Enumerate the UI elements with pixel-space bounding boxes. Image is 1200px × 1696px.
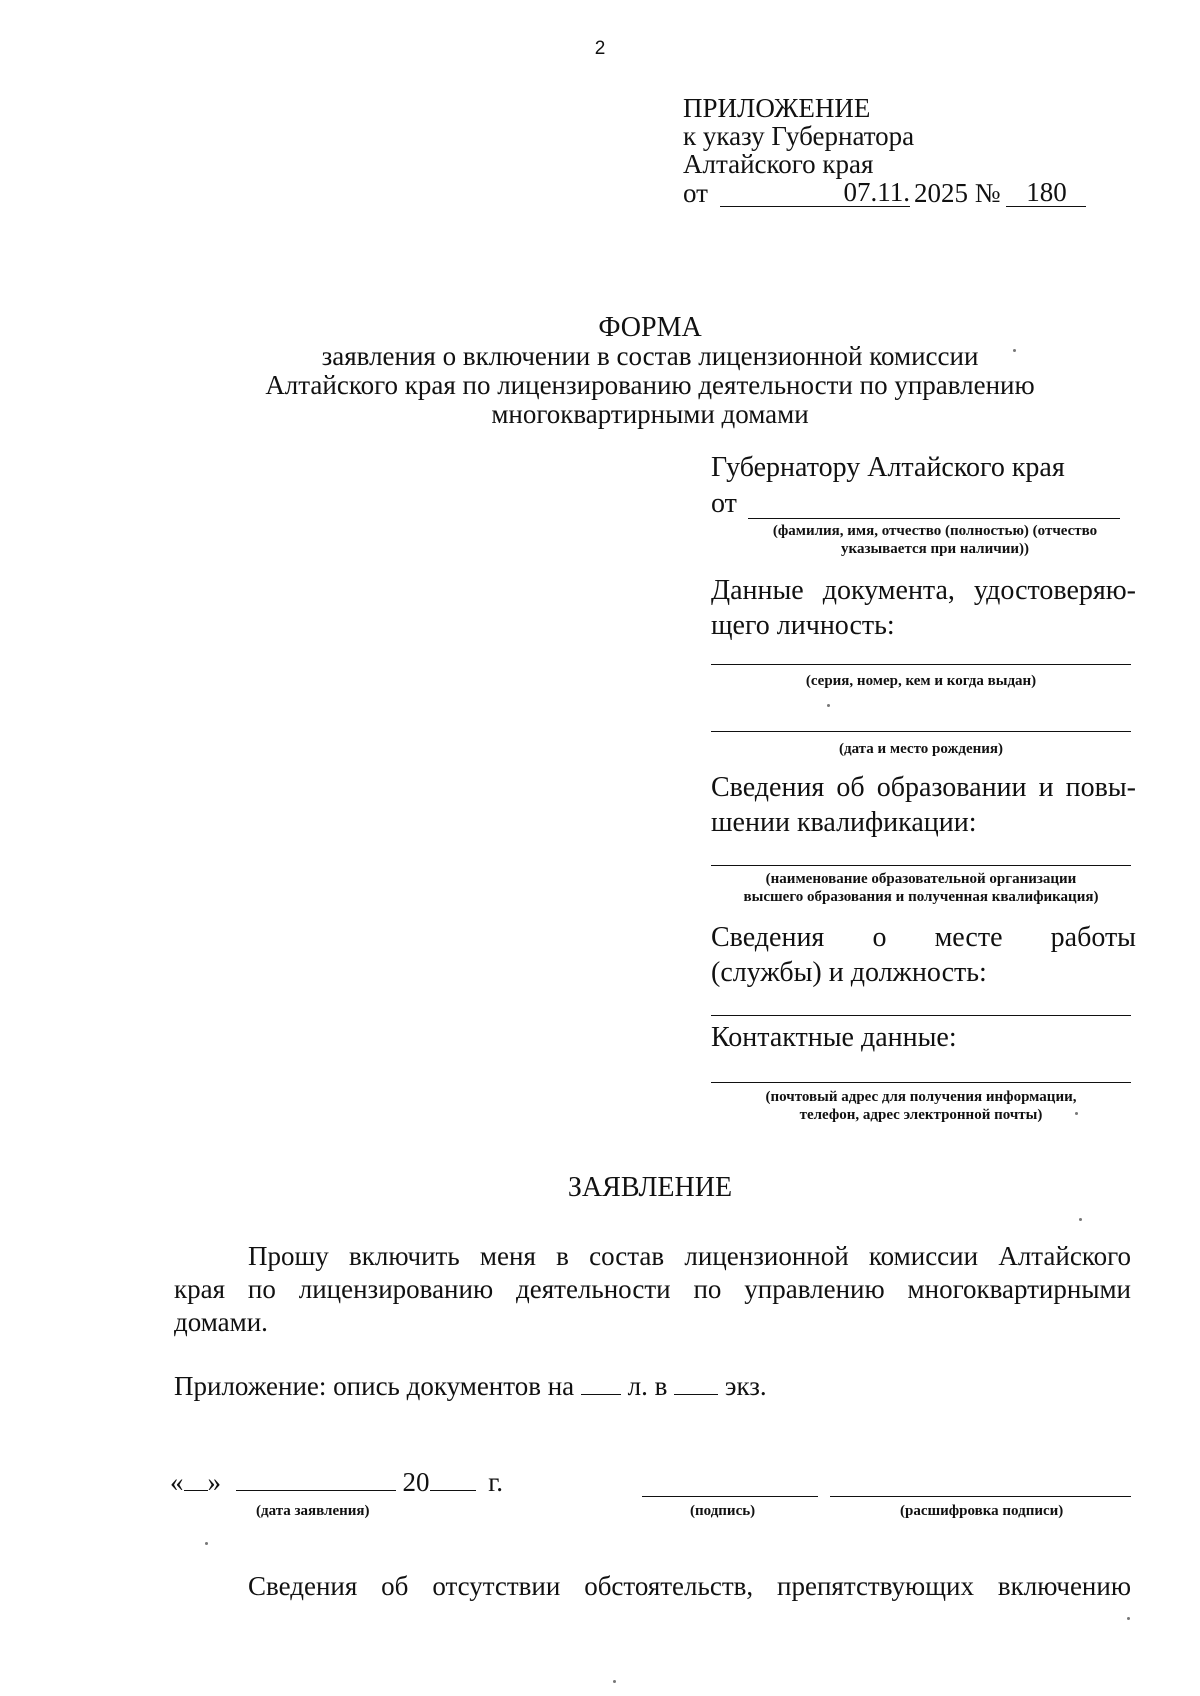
education-hint-line-1: (наименование образовательной организации [765, 871, 1077, 887]
attachment-text-2: л. в [627, 1371, 668, 1401]
scan-speck [613, 1680, 616, 1683]
id-doc-label [711, 573, 1136, 643]
form-title-line-1: заявления о включении в состав лицензионной комиссии [321, 341, 979, 371]
appendix-date: 07.11. [720, 178, 910, 207]
signature-decode-field-line[interactable] [830, 1496, 1131, 1497]
scan-speck [205, 1542, 208, 1545]
id-doc-line-2: щего личность: [711, 610, 895, 641]
scan-speck [827, 704, 830, 707]
contacts-hint-line-1: (почтовый адрес для получения информации, [765, 1089, 1077, 1105]
signature-decode-hint: (расшифровка подписи) [900, 1503, 1064, 1519]
signature-field-line[interactable] [642, 1496, 818, 1497]
statement-line-3: домами. [174, 1307, 268, 1337]
education-line-2: шении квалификации: [711, 807, 977, 838]
scan-speck [1013, 349, 1016, 352]
birth-hint: (дата и место рождения) [838, 741, 1003, 757]
appendix-line-1: к указу Губернатора [683, 121, 915, 151]
attachment-text-1: Приложение: опись документов на [174, 1371, 575, 1401]
appendix-year: 2025 № [913, 178, 1001, 208]
addressee-from-label: от [711, 488, 737, 519]
name-field-line[interactable] [748, 518, 1120, 519]
last-paragraph-line: Сведения об отсутствии обстоятельств, препятствующих включению [248, 1571, 1131, 1601]
signature-hint: (подпись) [690, 1503, 756, 1519]
appendix-line-2: Алтайского края [683, 149, 874, 179]
work-line-2: (службы) и должность: [711, 957, 987, 988]
work-field-line[interactable] [711, 1015, 1131, 1016]
name-hint [730, 522, 1140, 558]
page-number: 2 [594, 38, 606, 59]
addressee-to: Губернатору Алтайского края [711, 452, 1065, 483]
copies-count-field[interactable] [674, 1370, 718, 1395]
appendix-block [683, 94, 1086, 207]
date-row [170, 1466, 503, 1499]
contacts-label: Контактные данные: [711, 1022, 957, 1053]
name-hint-line-2: указывается при наличии)) [841, 541, 1029, 557]
education-line-1: Сведения об образовании и повы- [711, 772, 1136, 803]
statement-line-2: края по лицензированию деятельности по управлению многоквартирными [174, 1274, 1131, 1304]
id-doc-line-1: Данные документа, удостоверяю- [711, 575, 1136, 606]
birth-field-line[interactable] [711, 731, 1131, 732]
year-field[interactable] [430, 1466, 476, 1491]
form-title-line-3: многоквартирными домами [491, 399, 809, 429]
year-prefix: 20 [402, 1467, 430, 1497]
quote-close: » [207, 1467, 221, 1497]
education-hint [711, 870, 1131, 906]
appendix-number: 180 [1006, 178, 1086, 207]
work-line-1: Сведения о месте работы [711, 922, 1136, 953]
day-field[interactable] [184, 1466, 208, 1491]
month-field[interactable] [236, 1466, 396, 1491]
scan-speck [1079, 1218, 1082, 1221]
id-doc-hint: (серия, номер, кем и когда выдан) [805, 673, 1037, 689]
statement-title: ЗАЯВЛЕНИЕ [567, 1172, 733, 1203]
id-doc-field-line[interactable] [711, 664, 1131, 665]
date-hint: (дата заявления) [256, 1503, 370, 1519]
contacts-field-line[interactable] [711, 1082, 1131, 1083]
work-label [711, 920, 1136, 990]
form-title [200, 313, 1100, 429]
attachment-text-3: экз. [724, 1371, 767, 1401]
education-field-line[interactable] [711, 865, 1131, 866]
contacts-hint-line-2: телефон, адрес электронной почты) [799, 1107, 1043, 1123]
form-title-line-2: Алтайского края по лицензированию деятельности по управлению [265, 370, 1035, 400]
appendix-from-label: от [683, 178, 708, 208]
year-suffix: г. [488, 1467, 504, 1497]
education-label [711, 770, 1136, 840]
education-hint-line-2: высшего образования и полученная квалификация) [743, 889, 1099, 905]
form-title-head: ФОРМА [598, 312, 702, 343]
appendix-date-line [683, 178, 1086, 207]
scan-speck [1127, 1617, 1130, 1620]
attachment-line [174, 1370, 767, 1403]
statement-line-1: Прошу включить меня в состав лицензионной комиссии Алтайского [248, 1241, 1131, 1271]
contacts-hint [711, 1088, 1131, 1124]
quote-open: « [170, 1467, 184, 1497]
scan-speck [1075, 1112, 1078, 1115]
statement-paragraph [174, 1240, 1131, 1339]
pages-count-field[interactable] [581, 1370, 621, 1395]
appendix-title: ПРИЛОЖЕНИЕ [683, 93, 871, 123]
name-hint-line-1: (фамилия, имя, отчество (полностью) (отчество [772, 523, 1098, 539]
